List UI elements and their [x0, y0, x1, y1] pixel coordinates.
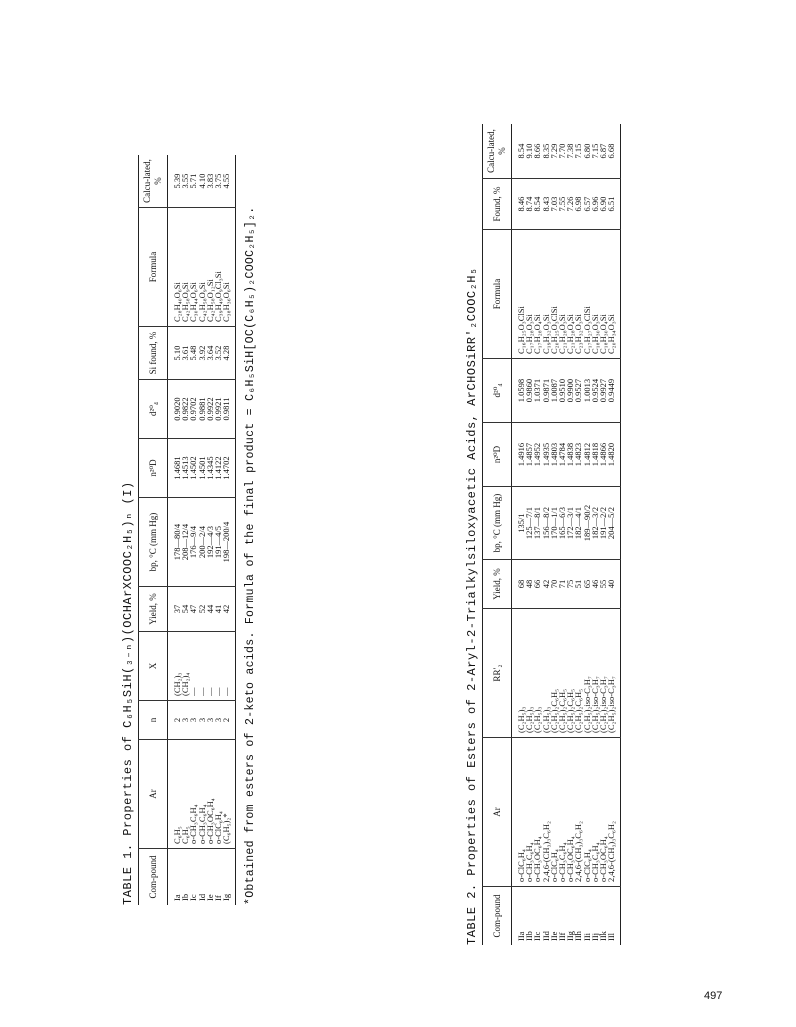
table-cell: 7.55 — [558, 179, 566, 230]
table-cell: (C₂H₅)₂C₆H₅ — [558, 609, 566, 738]
table-cell: o-CH₃C₆H₄ — [198, 740, 206, 849]
table-cell: C₆H₅ — [168, 740, 182, 849]
table-cell: 2 — [168, 701, 182, 740]
table-cell: (C₂H₅)₂C₆H₅ — [574, 609, 582, 738]
table-cell: 1.0013 — [583, 359, 591, 423]
table-cell: 6.98 — [574, 179, 582, 230]
table-cell: 1.4502 — [189, 439, 197, 498]
table-cell: 125—7/1 — [525, 487, 533, 560]
table-cell: 0.9510 — [558, 359, 566, 423]
table-cell: 1.4784 — [558, 423, 566, 487]
table-cell: 3.52 — [214, 327, 222, 380]
table-cell: 208—12/4 — [181, 498, 189, 587]
table-cell: (C₂H₅)₂iso-C₃H₇ — [607, 609, 621, 738]
table-cell: 1.4681 — [168, 439, 182, 498]
table-cell: 137—8/1 — [533, 487, 541, 560]
table-cell: C₃₈H₃₆O₆Si — [222, 208, 236, 327]
table-cell: Ib — [180, 893, 191, 901]
table2-header-calculated: Calcu-lated, % — [483, 124, 512, 179]
table-cell: 1.4345 — [206, 439, 214, 498]
table-cell: 3 — [214, 701, 222, 740]
table-cell: (CH₂)₄ — [181, 632, 189, 701]
table-cell: 1.4818 — [591, 423, 599, 487]
table-cell: 6.90 — [599, 179, 607, 230]
table1-header-yield: Yield, % — [139, 587, 168, 632]
table1-header-row — [139, 155, 168, 905]
table-cell: 8.74 — [525, 179, 533, 230]
table-cell: 0.9922 — [206, 380, 214, 439]
table-cell: Ie — [204, 894, 215, 901]
table-cell: (C₂H₅)₂C₆H₅ — [550, 609, 558, 738]
table-cell: C₂₈H₄₀O₆Si — [168, 208, 182, 327]
table-cell: 182—3/2 — [591, 487, 599, 560]
table-cell: 178—80/4 — [168, 498, 182, 587]
table-cell: IIi — [581, 932, 592, 941]
table1-header-bp: bp, °C (mm Hg) — [139, 498, 168, 587]
table1-header-x: X — [139, 632, 168, 701]
table2-header-formula: Formula — [483, 230, 512, 359]
table-cell: (C₂H₅)₃ — [533, 609, 541, 738]
table-cell: 70 — [550, 560, 558, 609]
table-cell: 3 — [181, 701, 189, 740]
table-cell: C₂₀H₂₅O₃ClSi — [550, 230, 558, 359]
table-cell: 6.80 — [583, 124, 591, 179]
table-cell: 0.9900 — [566, 359, 574, 423]
table-cell: 52 — [198, 587, 206, 632]
table-cell: 0.9527 — [574, 359, 582, 423]
table-cell: o-CH₃C₆H₄ — [525, 738, 533, 887]
table-cell: 6.96 — [591, 179, 599, 230]
table-cell: 2,4,6-(CH₃)₃C₆H₂ — [607, 738, 621, 887]
table-cell: (C₂H₅)₂C₆H₅ — [566, 609, 574, 738]
table-cell: 8.35 — [542, 124, 550, 179]
table-cell: 1.4935 — [542, 423, 550, 487]
table-cell: IIa — [516, 931, 526, 941]
table2-header-d: d²⁰₄ — [483, 359, 512, 423]
table-cell: 3 — [189, 701, 197, 740]
table1-header-compound: Com-pound — [147, 855, 158, 899]
table1-header-nd: n²⁰D — [139, 439, 168, 498]
table1-body — [168, 155, 236, 905]
table-cell: 192—4/3 — [206, 498, 214, 587]
table-cell: 0.9020 — [168, 380, 182, 439]
table-cell: 46 — [591, 560, 599, 609]
table-cell: 172—3/1 — [566, 487, 574, 560]
table-cell: C₁₈H₃₀O₄Si — [599, 230, 607, 359]
table-cell: 1.4952 — [533, 423, 541, 487]
table-cell: — — [206, 632, 214, 701]
table-cell: 176—9/4 — [189, 498, 197, 587]
table-cell: (CH₂)₃ — [168, 632, 182, 701]
table-cell: (C₂H₅)₂iso-C₃H₇ — [599, 609, 607, 738]
table-cell: 1.0087 — [550, 359, 558, 423]
table-cell: 47 — [189, 587, 197, 632]
table1-header-ar: Ar — [139, 740, 168, 849]
table1 — [138, 155, 236, 905]
table-cell: 66 — [533, 560, 541, 609]
table-cell: 8.66 — [533, 124, 541, 179]
table-cell: 0.9881 — [198, 380, 206, 439]
table-cell: IId — [540, 931, 551, 941]
table-row — [512, 124, 526, 945]
table-cell: 1.4838 — [566, 423, 574, 487]
table-cell: 1.4812 — [583, 423, 591, 487]
table-cell: 3 — [206, 701, 214, 740]
table-cell: 7.38 — [566, 124, 574, 179]
table-cell: 8.43 — [542, 179, 550, 230]
table-cell: 1.4803 — [550, 423, 558, 487]
table-row — [607, 124, 621, 945]
table-cell: o-ClC₆H₄ — [512, 738, 526, 887]
table-cell: 0.9822 — [181, 380, 189, 439]
table-cell: Ig — [221, 893, 232, 901]
table-cell: 156—8/2 — [542, 487, 550, 560]
table-row — [168, 155, 182, 905]
table-cell: C₄₂H₅₈O₉Si — [198, 208, 206, 327]
table-cell: 0.9921 — [214, 380, 222, 439]
table-cell: 3.83 — [206, 155, 214, 208]
table-cell: 51 — [574, 560, 582, 609]
table-cell: (C₂H₅)₃ — [525, 609, 533, 738]
table-cell: C₂₁H₂₈O₃Si — [558, 230, 566, 359]
table-cell: 204—5/2 — [607, 487, 621, 560]
table-cell: 6.51 — [607, 179, 621, 230]
table-cell: 8.54 — [512, 124, 526, 179]
table-cell: o-CH₃OC₆H₄ — [533, 738, 541, 887]
table-cell: 1.4122 — [214, 439, 222, 498]
table-cell: 4.10 — [198, 155, 206, 208]
table-cell: 191—2/2 — [599, 487, 607, 560]
table-cell: IIc — [532, 931, 543, 941]
table-cell: 1.4916 — [512, 423, 526, 487]
table-cell: 68 — [512, 560, 526, 609]
table1-header-n: n — [139, 701, 168, 740]
table-cell: o-ClC₆H₄ — [550, 738, 558, 887]
table-cell: 1.4820 — [607, 423, 621, 487]
table-cell: (C₆H₅)₂* — [222, 740, 236, 849]
table-cell: 165—6/3 — [558, 487, 566, 560]
table-cell: o-ClC₆H₄ — [214, 740, 222, 849]
table-cell: IIg — [565, 931, 576, 941]
table-row — [222, 155, 236, 905]
table-cell: 3.61 — [181, 327, 189, 380]
table-cell: 8.46 — [512, 179, 526, 230]
table-cell: C₁₇H₂₇O₃ClSi — [583, 230, 591, 359]
table2-header-rr: RR′₂ — [483, 609, 512, 738]
table-cell: o-CH₃OC₆H₄ — [206, 740, 214, 849]
table-cell: 4.55 — [222, 155, 236, 208]
table-cell: IIb — [524, 931, 535, 941]
table1-block — [118, 115, 257, 905]
table2-header-found: Found, % — [483, 179, 512, 230]
table-cell: 2,4,6-(CH₃)₃C₆H₂ — [574, 738, 582, 887]
table-cell: IIk — [598, 931, 609, 941]
table-cell: C₁₆H₂₅O₃ClSi — [512, 230, 526, 359]
table-cell: 3.75 — [214, 155, 222, 208]
table-cell: IIj — [589, 932, 600, 941]
table-cell: C₁₇H₂₈O₄Si — [533, 230, 541, 359]
table2-header-yield: Yield, % — [483, 560, 512, 609]
table1-header-formula: Formula — [139, 208, 168, 327]
table-cell: 71 — [558, 560, 566, 609]
table-cell: Id — [196, 893, 207, 901]
table2-header-bp: bp, °C (mm Hg) — [483, 487, 512, 560]
table1-footnote: *Obtained from esters of 2-keto acids. Formula of the final product = C₆H₅SiH[OC(C₆H₅)₂COOC₂H₅]₂. — [244, 206, 258, 905]
table-cell: C₁₇H₂₈O₃Si — [525, 230, 533, 359]
table-cell: 191—4/5 — [214, 498, 222, 587]
table-cell: 6.57 — [583, 179, 591, 230]
table-cell: 0.9860 — [525, 359, 533, 423]
table-cell: 6.68 — [607, 124, 621, 179]
table1-caption: TABLE 1. Properties of C₆H₅SiH(₃₋ₙ)(OCHArXCOOC₂H₅)ₙ (I) — [121, 481, 135, 905]
table-cell: C₂₁H₂₈O₄Si — [566, 230, 574, 359]
table-cell: 48 — [525, 560, 533, 609]
table-cell: 1.4866 — [599, 423, 607, 487]
table-cell: 6.87 — [599, 124, 607, 179]
table-cell: 55 — [599, 560, 607, 609]
table-cell: 135/1 — [512, 487, 526, 560]
table-cell: o-CH₃OC₆H₄ — [566, 738, 574, 887]
table-cell: 170—1/1 — [550, 487, 558, 560]
table-cell: 189—90/2 — [583, 487, 591, 560]
table-cell: 0.9449 — [607, 359, 621, 423]
table-cell: (C₂H₅)₃ — [512, 609, 526, 738]
table-cell: C₁₈H₃₀O₃Si — [591, 230, 599, 359]
table-cell: 1.4702 — [222, 439, 236, 498]
table-cell: 1.0371 — [533, 359, 541, 423]
table-cell: 0.9811 — [222, 380, 236, 439]
table-cell: IIe — [548, 931, 559, 941]
table-cell: 44 — [206, 587, 214, 632]
table-cell: 8.54 — [533, 179, 541, 230]
table-cell: 4.28 — [222, 327, 236, 380]
table-cell: 7.26 — [566, 179, 574, 230]
table-cell: 1.4513 — [181, 439, 189, 498]
table-cell: 42 — [542, 560, 550, 609]
table-cell: IIf — [557, 932, 568, 941]
table-cell: 198—200/4 — [222, 498, 236, 587]
table2-block — [462, 95, 621, 945]
table-cell: 7.15 — [591, 124, 599, 179]
table-cell: 1.0598 — [512, 359, 526, 423]
table-cell: — — [214, 632, 222, 701]
table-cell: C₃₉H₄₉O₉Cl₃Si — [214, 208, 222, 327]
table-cell: C₄₂H₅₈O₉Si — [181, 208, 189, 327]
table-cell: 200—2/4 — [198, 498, 206, 587]
table-cell: 7.29 — [550, 124, 558, 179]
table-cell: IIl — [606, 932, 617, 941]
table-cell: C₁₉H₃₂O₃Si — [542, 230, 550, 359]
table2 — [482, 124, 621, 945]
table-cell: 75 — [566, 560, 574, 609]
table2-caption: TABLE 2. Properties of Esters of 2-Aryl-2-Trialkylsiloxyacetic Acids, ArCHOSiRR′₂COOC₂H₅ — [465, 267, 479, 945]
table-cell: 3.92 — [198, 327, 206, 380]
table-cell: o-CH₃C₆H₄ — [189, 740, 197, 849]
table-cell: — — [198, 632, 206, 701]
table-cell: 1.4857 — [525, 423, 533, 487]
table-cell: C₂₃H₃₂O₃Si — [574, 230, 582, 359]
table-cell: 7.03 — [550, 179, 558, 230]
table1-header-si-found: Si found, % — [139, 327, 168, 380]
table-cell: 41 — [214, 587, 222, 632]
table-cell: 37 — [168, 587, 182, 632]
table-cell: 3.64 — [206, 327, 214, 380]
table-cell: 1.4501 — [198, 439, 206, 498]
table-cell: 54 — [181, 587, 189, 632]
table2-header-ar: Ar — [483, 738, 512, 887]
table-cell: 0.9927 — [599, 359, 607, 423]
table-cell: (C₂H₅)₃ — [542, 609, 550, 738]
table-cell: o-CH₃C₆H₄ — [591, 738, 599, 887]
table-cell: 5.39 — [168, 155, 182, 208]
table-cell: — — [189, 632, 197, 701]
table-cell: IIh — [573, 931, 584, 941]
table-cell: 0.9524 — [591, 359, 599, 423]
table-cell: 5.71 — [189, 155, 197, 208]
table-cell: (C₂H₅)₂iso-C₃H₇ — [591, 609, 599, 738]
table-cell: 5.10 — [168, 327, 182, 380]
table-cell: 182—4/1 — [574, 487, 582, 560]
table-cell: o-ClC₆H₄ — [583, 738, 591, 887]
table-cell: o-CH₃C₆H₄ — [558, 738, 566, 887]
table-cell: 0.9702 — [189, 380, 197, 439]
table-cell: Ic — [188, 894, 199, 901]
table-cell: C₆H₅ — [181, 740, 189, 849]
table2-header-row — [483, 124, 512, 945]
table2-header-compound: Com-pound — [491, 894, 502, 938]
table-cell: C₃₀H₄₄O₆Si — [189, 208, 197, 327]
table1-header-d: d²⁰₄ — [139, 380, 168, 439]
table-cell: If — [213, 895, 224, 901]
table-cell: 1.4823 — [574, 423, 582, 487]
table-cell: — — [222, 632, 236, 701]
table-cell: C₂₀H₃₄O₃Si — [607, 230, 621, 359]
table-cell: 3 — [198, 701, 206, 740]
table-cell: 5.48 — [189, 327, 197, 380]
table-cell: 7.70 — [558, 124, 566, 179]
table-cell: Ia — [172, 894, 182, 901]
table-cell: 65 — [583, 560, 591, 609]
table-cell: 42 — [222, 587, 236, 632]
table-cell: 9.10 — [525, 124, 533, 179]
table1-header-calculated: Calcu-lated, % — [139, 155, 168, 208]
table2-body — [512, 124, 621, 945]
table-cell: 40 — [607, 560, 621, 609]
table-cell: C₄₂H₅₈O₁₂Si — [206, 208, 214, 327]
page-number: 497 — [704, 990, 723, 1002]
table-cell: 3.55 — [181, 155, 189, 208]
table-cell: 7.15 — [574, 124, 582, 179]
table-cell: (C₂H₅)₂iso-C₃H₇ — [583, 609, 591, 738]
table-cell: o-CH₃OC₆H₄ — [599, 738, 607, 887]
table-cell: 0.9871 — [542, 359, 550, 423]
table-cell: 2 — [222, 701, 236, 740]
table2-header-nd: n²⁰D — [483, 423, 512, 487]
table-cell: 2,4,6-(CH₃)₃C₆H₂ — [542, 738, 550, 887]
